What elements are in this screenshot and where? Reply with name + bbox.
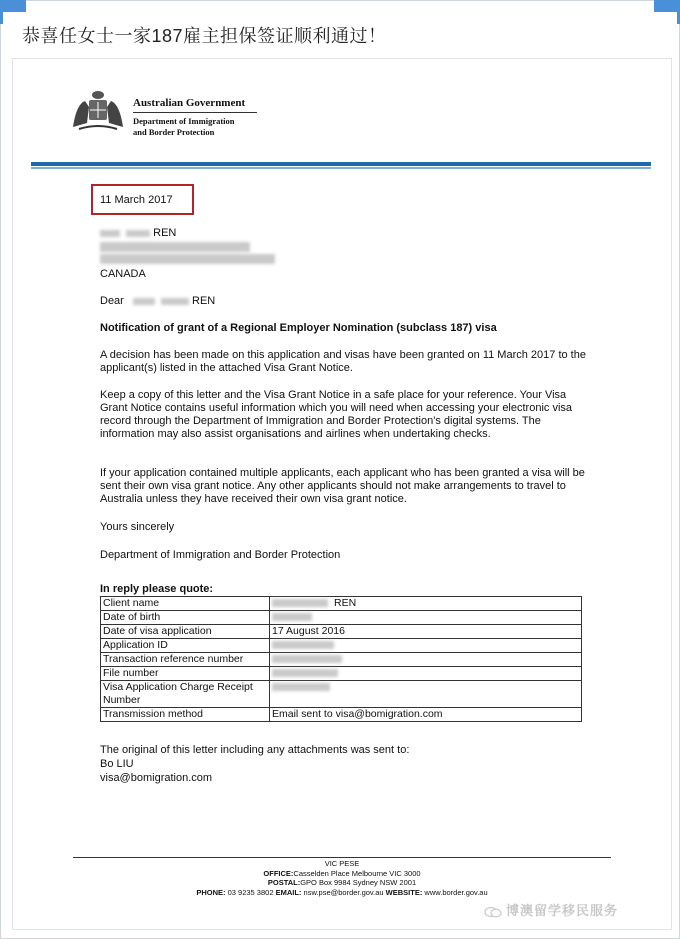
paragraph-multiple-applicants: If your application contained multiple applicants, each applicant who has been granted a visa will be sent their own visa grant notice. Any other applicants should not make arrangements to travel to Australia unless they have received their own visa grant notice. — [100, 467, 585, 505]
redacted-address-line-2 — [100, 253, 590, 266]
reference-table — [100, 596, 582, 722]
sent-to-email: visa@bomigration.com — [100, 772, 213, 784]
quote-heading: In reply please quote: — [100, 583, 214, 595]
row-value: REN — [270, 597, 582, 611]
table-row — [101, 639, 582, 653]
row-label: Date of visa application — [101, 625, 270, 639]
row-value-redacted — [270, 653, 582, 667]
corner-marker-right — [654, 0, 680, 12]
paragraph-decision: A decision has been made on this application and visas have been granted on 11 March 2017 to the applicant(s) listed in the attached Visa Grant Notice. — [100, 349, 586, 374]
footer-rule — [73, 857, 611, 858]
row-value-redacted — [270, 611, 582, 625]
table-row — [101, 681, 582, 708]
row-label: File number — [101, 667, 270, 681]
letter-date: 11 March 2017 — [100, 194, 173, 206]
visa-grant-letter — [12, 58, 672, 930]
recipient-country: CANADA — [100, 268, 146, 280]
table-row — [101, 611, 582, 625]
letterhead-department: Department of Immigration — [133, 116, 235, 126]
header-rule-light — [31, 167, 651, 169]
row-value: Email sent to visa@bomigration.com — [270, 708, 582, 722]
footer-office-name: VIC PESE — [324, 859, 360, 868]
footer-postal: POSTAL:GPO Box 9984 Sydney NSW 2001 — [267, 878, 417, 887]
table-row — [101, 667, 582, 681]
row-label: Application ID — [101, 639, 270, 653]
row-label: Transmission method — [101, 708, 270, 722]
row-label: Visa Application Charge Receipt Number — [101, 681, 270, 708]
closing: Yours sincerely — [100, 521, 175, 533]
signatory: Department of Immigration and Border Protection — [100, 549, 341, 561]
wechat-icon — [484, 906, 502, 918]
footer-contact: PHONE: 03 9235 3802 EMAIL: nsw.pse@border.gov.au WEBSITE: www.border.gov.au — [196, 887, 488, 897]
recipient-surname: REN — [153, 227, 177, 239]
redacted-middle-name — [161, 298, 189, 305]
watermark — [484, 900, 618, 919]
corner-marker-left — [0, 0, 26, 12]
paragraph-keep-copy: Keep a copy of this letter and the Visa Grant Notice in a safe place for your reference. Your Visa Grant Notice contains useful information which you will need when accessing your electronic visa record through the Department of Immigration and Border Protection's digital systems. The information may also assist organisations and airlines when undertaking checks. — [100, 389, 573, 440]
row-value-redacted — [270, 681, 582, 708]
row-label: Transaction reference number — [101, 653, 270, 667]
header-rule — [31, 162, 651, 166]
letterhead — [133, 97, 257, 138]
letter-subject: Notification of grant of a Regional Employer Nomination (subclass 187) visa — [100, 322, 497, 334]
row-label: Date of birth — [101, 611, 270, 625]
redacted-middle-name — [126, 230, 150, 237]
row-value-redacted — [270, 639, 582, 653]
salutation — [100, 295, 590, 308]
table-row — [101, 625, 582, 639]
letterhead-government: Australian Government — [133, 97, 257, 113]
coat-of-arms-icon — [69, 87, 127, 131]
salutation-surname: REN — [192, 295, 216, 307]
table-row — [101, 708, 582, 722]
row-label: Client name — [101, 597, 270, 611]
sent-to-intro: The original of this letter including any attachments was sent to: — [100, 744, 410, 756]
sent-to-name: Bo LIU — [100, 758, 134, 770]
table-row — [101, 597, 582, 611]
salutation-prefix: Dear — [100, 295, 124, 307]
office-footer — [73, 859, 611, 897]
redacted-given-name — [133, 298, 155, 305]
table-row — [101, 653, 582, 667]
row-value: 17 August 2016 — [270, 625, 582, 639]
watermark-text: 博澳留学移民服务 — [506, 903, 619, 918]
post-headline: 恭喜任女士一家187雇主担保签证顺利通过！ — [22, 26, 387, 46]
footer-office: OFFICE:Casselden Place Melbourne VIC 3000 — [263, 868, 421, 878]
recipient-name — [100, 227, 590, 240]
row-value-redacted — [270, 667, 582, 681]
letterhead-department-2: and Border Protection — [133, 127, 215, 137]
redacted-given-name — [100, 230, 120, 237]
